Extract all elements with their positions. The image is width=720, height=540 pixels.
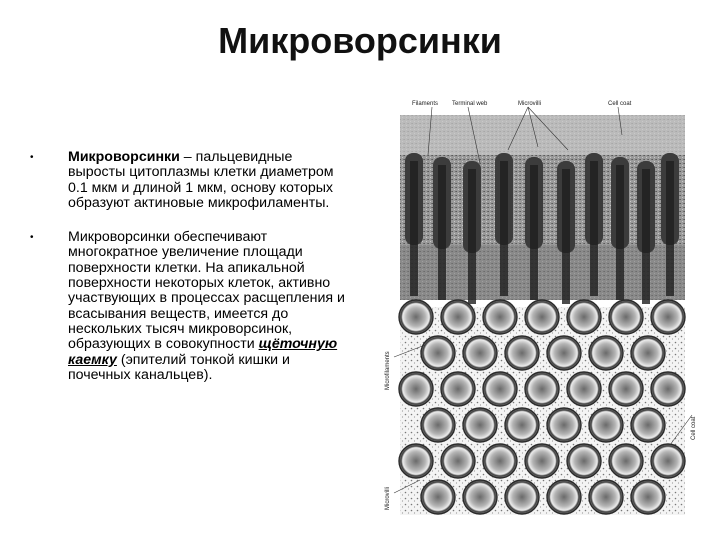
microvillus-cross-section [421,480,455,514]
label-cell-coat-side: Cell coat [691,416,697,440]
label-cell-coat: Cell coat [608,101,632,107]
microvillus-core [590,161,598,296]
microvillus-cross-section [463,408,497,442]
label-filaments: Filaments [412,101,439,107]
microvillus-core [468,169,476,304]
label-microvilli-side: Microvilli [385,487,391,510]
microvillus-cross-section [609,444,643,478]
microvillus-cross-section [505,480,539,514]
microvillus-cross-section [631,480,665,514]
microvillus-cross-section [651,300,685,334]
microvillus-cross-section [441,300,475,334]
microvillus-core [410,161,418,296]
microvillus-core [500,161,508,296]
longitudinal-section [400,115,685,304]
bullet-text-start: Микроворсинки обеспечивают многократное увеличение площади поверхности клетки. На апикальной поверхности некоторых клеток, активно участвующих в процессах расщепления и всасывания веществ, имеется до нескольких тысяч микроворсинок, образующих в совокупности [68,229,345,353]
microvillus-cross-section [651,444,685,478]
bullet-text [68,150,353,211]
microvillus-cross-section [547,480,581,514]
label-terminal-web: Terminal web [452,101,488,107]
microvillus-cross-section [463,336,497,370]
bullet-term: Микроворсинки [68,149,180,165]
microvillus-cross-section [547,408,581,442]
microvillus-cross-section [505,336,539,370]
bullet-text [68,230,353,383]
microvillus-cross-section [421,408,455,442]
microvillus-core [562,169,570,304]
microvillus-cross-section [567,372,601,406]
microvillus-cross-section [505,408,539,442]
microvillus-core [530,165,538,300]
cross-section [399,300,685,515]
microvillus-cross-section [399,372,433,406]
microvillus-core [666,161,674,296]
bullet-item-definition [30,150,360,211]
microvillus-cross-section [631,408,665,442]
microvillus-core [642,169,650,304]
label-microfilaments: Microfilaments [385,351,391,390]
microvillus-cross-section [441,444,475,478]
label-microvilli: Microvilli [518,101,541,107]
bullet-text-end: (эпителий тонкой кишки и почечных канальцев). [68,351,290,383]
microvillus-cross-section [589,336,623,370]
bullet-marker: • [30,232,34,244]
microvillus-cross-section [399,300,433,334]
bullet-list [30,150,360,402]
bullet-item-function [30,230,360,383]
microvillus-core [616,165,624,300]
microvillus-cross-section [547,336,581,370]
microvillus-cross-section [463,480,497,514]
microvilli-micrograph [380,95,698,515]
microvillus-cross-section [631,336,665,370]
microvillus-cross-section [421,336,455,370]
microvillus-cross-section [441,372,475,406]
microvillus-cross-section [525,444,559,478]
microvillus-cross-section [567,300,601,334]
bullet-marker: • [30,152,34,163]
microvillus-cross-section [651,372,685,406]
microvillus-cross-section [399,444,433,478]
microvillus-cross-section [483,444,517,478]
microvillus-core [438,165,446,300]
microvillus-cross-section [589,408,623,442]
microvillus-cross-section [483,300,517,334]
slide-title: Микроворсинки [218,20,502,61]
microvillus-cross-section [525,300,559,334]
microvillus-cross-section [609,300,643,334]
micrograph-svg [380,95,698,515]
bullet-definition: – пальцевидные выросты цитоплазмы клетки диаметром 0.1 мкм и длиной 1 мкм, основу которых образуют актиновые микрофиламенты. [68,149,334,211]
microvillus-cross-section [567,444,601,478]
microvillus-cross-section [483,372,517,406]
microvillus-cross-section [589,480,623,514]
microvillus-cross-section [525,372,559,406]
microvillus-cross-section [609,372,643,406]
brush-border-term: щёточную каемку [68,336,338,368]
